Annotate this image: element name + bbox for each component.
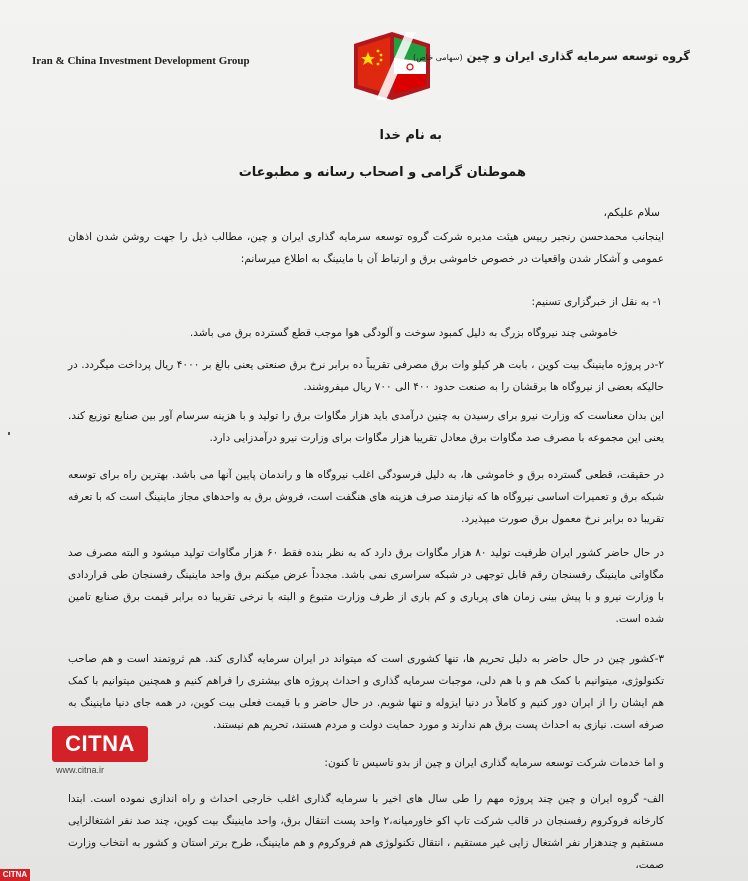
margin-mark <box>8 432 10 435</box>
citna-corner-badge: CITNA <box>0 869 30 881</box>
paragraph-quote: خاموشی چند نیروگاه بزرگ به دلیل کمبود سوخت و آلودگی هوا موجب قطع گسترده برق می باشد. <box>189 327 618 339</box>
org-name-english: Iran & China Investment Development Group <box>32 55 250 67</box>
salutation: سلام علیکم، <box>603 206 660 219</box>
paragraph-services: و اما خدمات شرکت توسعه سرمایه گذاری ایران و چین از بدو تاسیس تا کنون: <box>324 757 664 769</box>
letter-heading: هموطنان گرامی و اصحاب رسانه و مطبوعات <box>238 165 526 180</box>
paragraph-item-3: ۳-کشور چین در حال حاضر به دلیل تحریم ها، تنها کشوری است که میتواند در ایران سرمایه گذاری کند. هم ثروتمند است و هم صاحب تکنولوژی، میتوانیم با کمک هم و با هم دلی، موجبات سرمایه گذاری و احداث پروژه های بیشتری را فراهم کنیم و همچنین میتوانیم با کمک هم ایشان را از ایران دور کنیم و کاملاً در دنیا ایزوله و تنها شویم. در حال حاضر و با قیمت فعلی بیت کوین، در همه جای دنیا ماینینگ به صرفه است. نیازی به احداث پست برق هم ندارند و مورد حمایت دولت و مردم هستند، تحریم هم نیستند. <box>68 653 664 731</box>
paragraph-alef: الف- گروه ایران و چین چند پروژه مهم را طی سال های اخیر با سرمایه گذاری اغلب خارجی احداث و راه اندازی نموده است. ابتدا کارخانه فروکروم رفسنجان در قالب شرکت تاپ اکو خاورمیانه،۲ واحد پست انتقال برق، واحد ماینینگ بیت کوین، چند صد نفر اشتغالزایی مستقیم و چندهزار نفر اشتغال زایی غیر مستقیم ، انتقال تکنولوژی هم فروکروم و هم ماینینگ، طرح برتر استان و کشور به انتخاب وزارت صمت، <box>68 793 664 871</box>
citna-url: www.citna.ir <box>56 765 105 775</box>
paragraph-ministry: این بدان معناست که وزارت نیرو برای رسیدن به چنین درآمدی باید هزار مگاوات برق را تولید و با هزینه سرسام آور بین صنایع توزیع کند. یعنی این مجموعه با مصرف صد مگاوات برق معادل تقریبا هزار مگاوات برای وزارت نیرو درآمدزایی دارد. <box>68 410 664 444</box>
citna-watermark-logo <box>52 726 148 762</box>
iran-china-flags-logo <box>346 30 438 102</box>
citna-logo-text: CITNA <box>65 731 135 756</box>
paragraph-intro: اینجانب محمدحسن رنجبر رییس هیئت مدیره شرکت گروه توسعه سرمایه گذاری ایران و چین، مطالب ذیل را جهت روشن شدن اذهان عمومی و آشکار شدن واقعیات در خصوص خاموشی برق و ارتباط آن با ماینینگ به اطلاع میرسانم: <box>68 231 664 265</box>
org-type: (سهامی خاص) <box>412 53 463 62</box>
paragraph-capacity: در حال حاضر کشور ایران ظرفیت تولید ۸۰ هزار مگاوات برق دارد که به نظر بنده فقط ۶۰ هزار مگاوات تولید میشود و البته مصرف صد مگاواتی ماینینگ رفسنجان رقم قابل توجهی در شبکه سراسری نمی باشد. مجدداً عرض میکنم برق واحد ماینینگ رفسنجان طی قراردادی با وزارت نیرو و با پیش بینی زمان های پرباری و کم باری از طرف وزارت متبوع و البته با نرخی تقریبا ده برابر قیمت برق صنایع تامین شده است. <box>68 547 664 625</box>
paragraph-item-2: ۲-در پروژه ماینینگ بیت کوین ، بابت هر کیلو وات برق مصرفی تقریباً ده برابر نرخ برق صنعتی یعنی بالغ بر ۴۰۰۰ ریال پرداخت میگردد. در حالیکه بعضی از نیروگاه ها برقشان را به صنعت حدود ۴۰۰ الی ۷۰۰ ریال میفروشند. <box>68 359 664 393</box>
paragraph-item-1: ۱- به نقل از خبرگزاری تسنیم: <box>531 296 662 308</box>
org-name-persian <box>413 49 690 63</box>
org-name-persian-text: گروه توسعه سرمایه گذاری ایران و چین <box>466 49 690 63</box>
bismillah: به نام خدا <box>379 128 442 143</box>
paragraph-outages: در حقیقت، قطعی گسترده برق و خاموشی ها، به دلیل فرسودگی اغلب نیروگاه ها و راندمان پایین آنها می باشد. بهترین راه برای توسعه شبکه برق و تعمیرات اساسی نیروگاه ها که نیازمند صرف هزینه های هنگفت است، فروش برق به واحدهای مجاز ماینینگ است که با تعرفه تقریبا ده برابر نرخ معمول برق صورت میپذیرد. <box>68 469 664 525</box>
